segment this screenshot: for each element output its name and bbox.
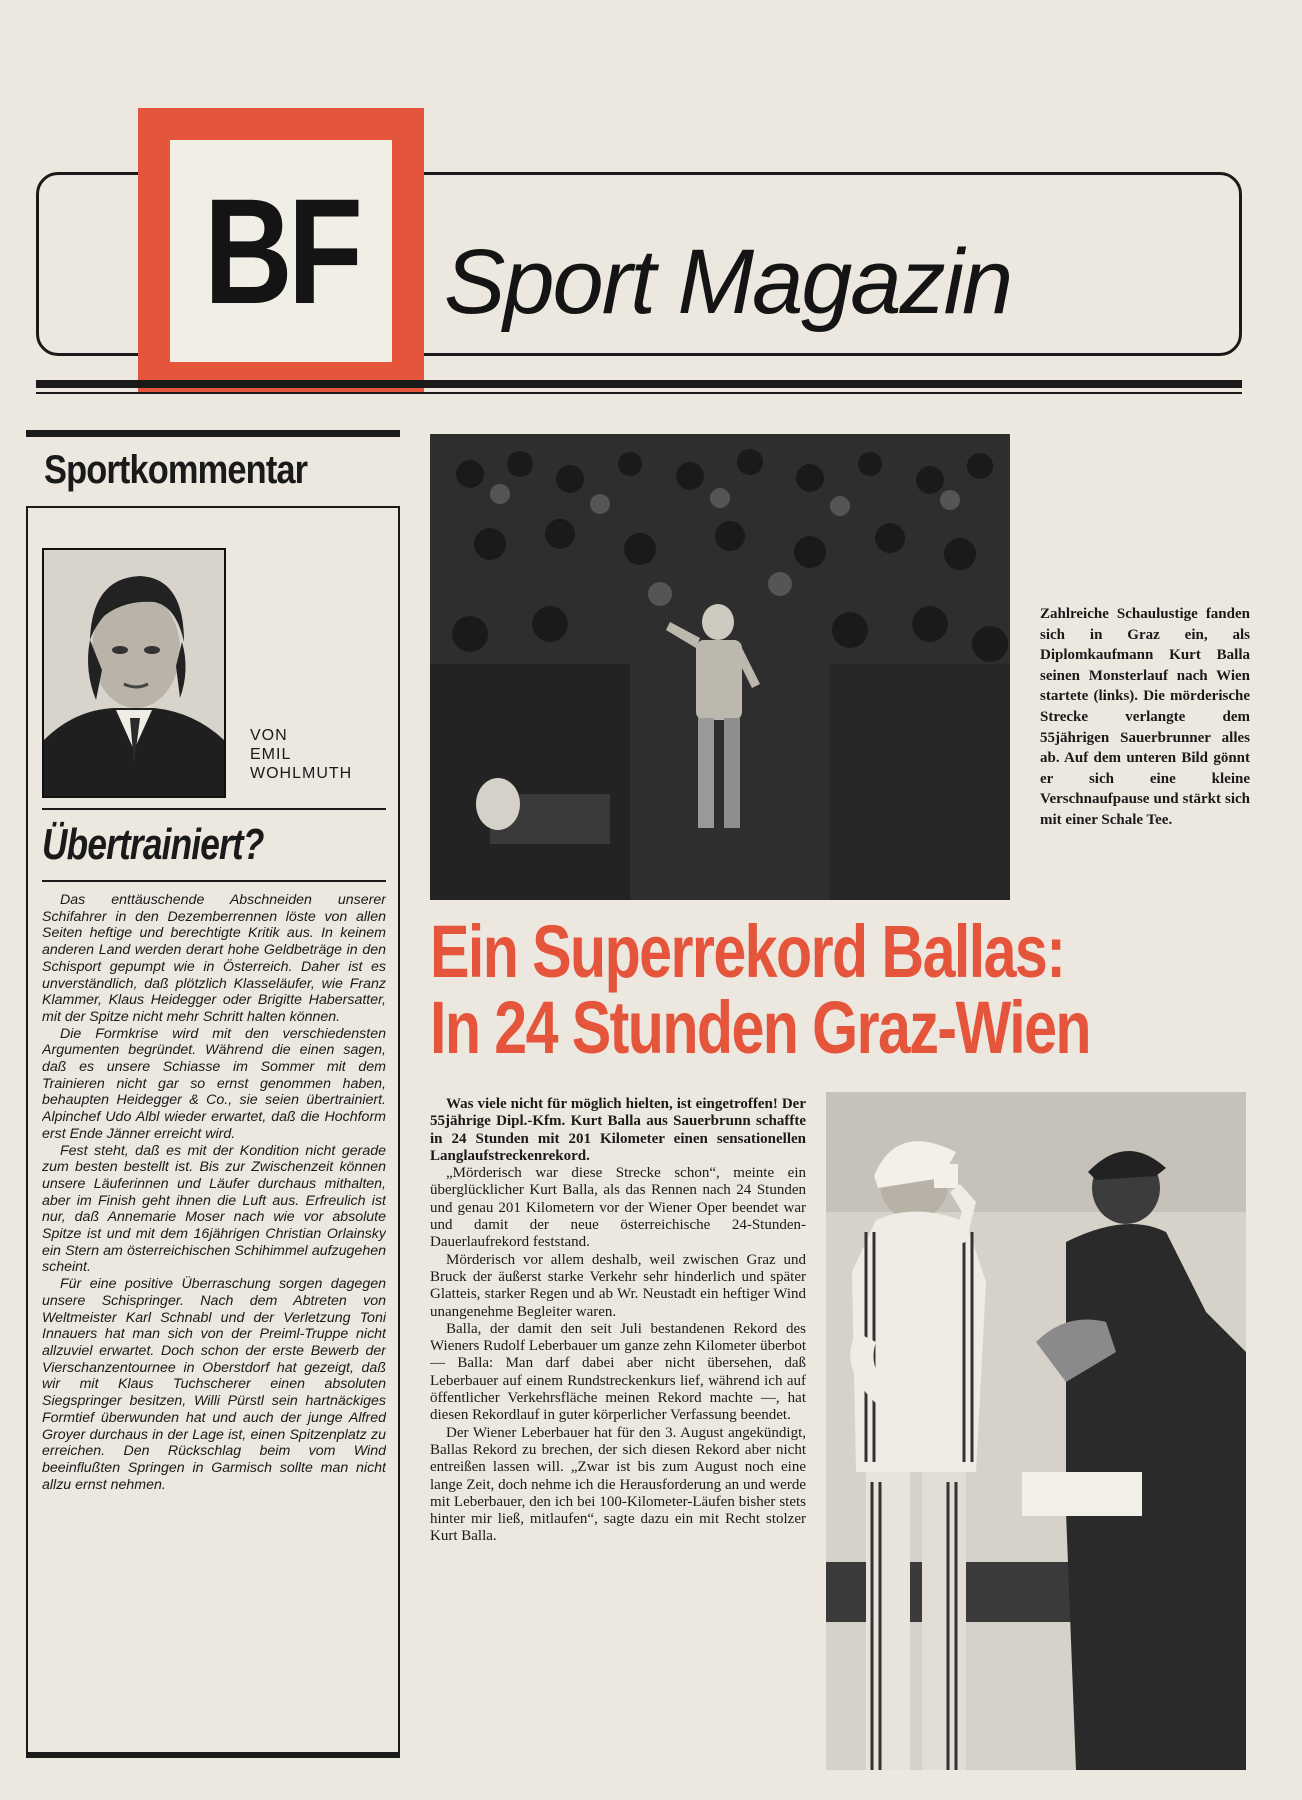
commentary-headline: Übertrainiert? [42,820,264,869]
author-portrait [42,548,226,798]
article-paragraph: Der Wiener Leberbauer hat für den 3. August angekündigt, Ballas Rekord zu brechen, der sich diesen Rekord aber nicht entreißen lassen will. „Zwar ist bis zum August noch eine lange Zeit, doch nehme ich die Herausforderung an und werde mit Leberbauer, den ich bei 100-Kilometer-Läufen bisher stets hinter mir ließ, mitlaufen“, sagte dazu ein mit Recht stolzer Kurt Balla. [430,1424,806,1545]
bf-logo-inner [170,140,392,362]
commentary-paragraph: Die Formkrise wird mit den verschiedensten Argumenten begründet. Während die einen sagen, daß es unsere Schiasse im Sommer mit dem Trainieren nicht gar so ernst genommen haben, behaupten Heidegger & Co., sie seien übertrainiert. Alpinchef Udo Albl wieder erwartet, daß die Hochform erst Ende Jänner erreicht wird. [42,1025,386,1142]
bf-logo-text: BF [203,167,359,335]
author-prefix: VON [250,727,288,744]
photo-caption: Zahlreiche Schaulustige fanden sich in Graz ein, als Diplomkaufmann Kurt Balla seinen Monsterlauf nach Wien startete (links). Die mörderische Strecke verlangte dem 55jährigen Sauerbrunner alles ab. Auf dem unteren Bild gönnt er sich eine kleine Verschnaufpause und stärkt sich mit einer Schale Tee. [1040,606,1250,828]
commentary-top-bar [26,430,400,437]
masthead-rule [36,380,1242,388]
commentary-divider [42,808,386,810]
article-lead: Was viele nicht für möglich hielten, ist eingetroffen! Der 55jährige Dipl.-Kfm. Kurt Balla aus Sauerbrunn schaffte in 24 Stunden mit 201 Kilometer einen sensationellen Langlaufstreckenrekord. [430,1096,806,1164]
author-byline [250,726,352,783]
commentary-paragraph: Für eine positive Überraschung sorgen dagegen unsere Schispringer. Nach dem Abtreten von Weltmeister Karl Schnabl und der Verletzung Toni Innauers hat man sich von der Preiml-Truppe nicht allzuviel erwartet. Doch schon der erste Bewerb der Vierschanzentournee in Oberstdorf hat gezeigt, daß wir mit Klaus Tuchscherer einen absoluten Siegspringer besitzen, Willi Pürstl sein hartnäckiges Formtief überwunden hat und auch der junge Alfred Groyer durchaus in der Lage ist, einen Spitzenplatz zu erreichen. Den Rückschlag beim vom Wind beeinflußten Springen in Garmisch sollte man nicht allzu ernst nehmen. [42,1276,386,1493]
commentary-divider-2 [42,880,386,882]
crowd-photo [430,434,1010,900]
section-label: Sportkommentar [44,448,308,492]
runner-photo-drawing [826,1092,1246,1770]
masthead-rule-thin [36,392,1242,394]
crowd-photo-drawing [430,434,1010,900]
author-first-name: EMIL [250,746,292,763]
headline-line-1: Ein Superrekord Ballas: [430,910,1065,993]
runner-photo [826,1092,1246,1770]
magazine-title: Sport Magazin [444,231,1012,333]
author-portrait-drawing [44,550,224,796]
bf-logo [138,108,424,394]
article-paragraph: Balla, der damit den seit Juli bestandenen Rekord des Wieners Rudolf Leberbauer um ganze zehn Kilometer überbot — Balla: Man darf dabei aber nicht übersehen, daß Leberbauer auf einem Rundstreckenkurs lief, während ich auf öffentlicher Verkehrsfläche meinen Rekord machte —, hat diesen Rekordlauf in guter körperlicher Verfassung beendet. [430,1320,806,1424]
article-paragraph: „Mörderisch war diese Strecke schon“, meinte ein überglücklicher Kurt Balla, als das Rennen nach 24 Stunden und genau 201 Kilometern vor der Wiener Oper beendet war und damit der neue österreichische 24-Stunden-Dauerlaufrekord feststand. [430,1165,806,1251]
article-body [430,1096,806,1766]
commentary-bottom-bar [26,1752,400,1758]
headline-line-2: In 24 Stunden Graz-Wien [430,986,1090,1069]
commentary-paragraph: Fest steht, daß es mit der Kondition nicht gerade zum besten bestellt ist. Bis zur Zwischenzeit können unsere Läuferinnen und Läufer durchaus mithalten, aber im Finish geht ihnen die Luft aus. Erfreulich ist nur, daß Annemarie Moser nach wie vor absolute Spitze ist und mit dem 16jährigen Christian Orlainsky ein Stern am österreichischen Schihimmel aufzugehen scheint. [42,1142,386,1276]
commentary-column [26,430,400,1756]
commentary-box [26,506,400,1756]
article-paragraph: Mörderisch vor allem deshalb, weil zwischen Graz und Bruck der äußerst starke Verkehr sehr hinderlich und später Glatteis, starker Regen und ab Wr. Neustadt ein heftiger Wind unangenehme Begleiter waren. [430,1251,806,1320]
main-headline [430,910,1090,1069]
commentary-paragraph: Das enttäuschende Abschneiden unserer Schifahrer in den Dezemberrennen löste von allen Seiten heftige und berechtigte Kritik aus. In keinem anderen Land werden derart hohe Geldbeträge in den Schisport gepumpt wie in Österreich. Daher ist es unverständlich, daß plötzlich Klasseläufer, wie Franz Klammer, Klaus Heidegger oder Brigitte Habersatter, mit der Spitze nicht mehr Schritt halten können. [42,892,386,1025]
commentary-text [42,892,386,1742]
author-last-name: WOHLMUTH [250,765,353,782]
